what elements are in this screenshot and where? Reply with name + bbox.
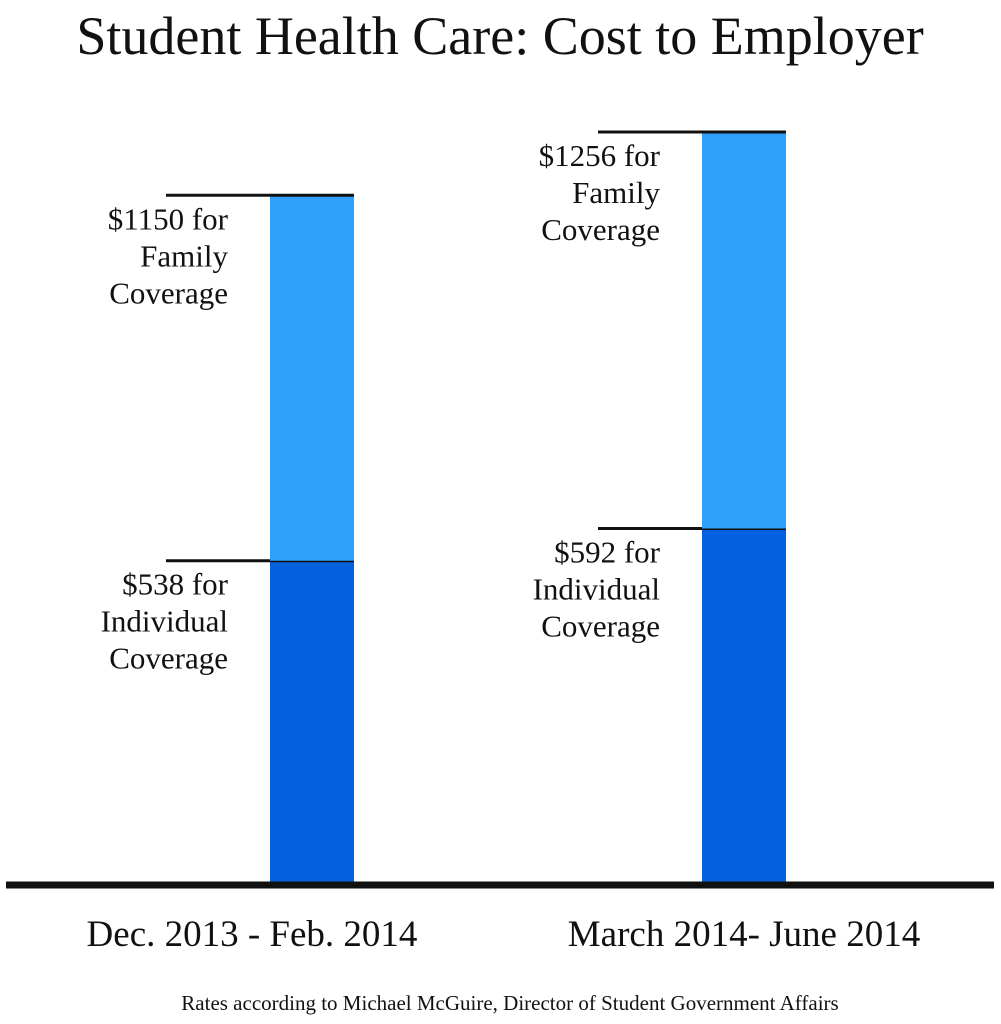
x-tick-label-0: Dec. 2013 - Feb. 2014	[86, 914, 418, 955]
data-label-0-1-1: Family	[140, 238, 228, 274]
bar-individual-1	[702, 528, 786, 882]
data-label-1-0-1: Individual	[532, 571, 660, 607]
footnote: Rates according to Michael McGuire, Director of Student Government Affairs	[181, 991, 839, 1015]
data-label-0-0-1: Individual	[100, 603, 228, 639]
chart-title: Student Health Care: Cost to Employer	[76, 6, 924, 66]
data-label-1-1-0: $1256 for	[538, 138, 660, 173]
data-label-0-0-2: Coverage	[109, 640, 228, 676]
x-tick-label-1: March 2014- June 2014	[567, 914, 921, 955]
data-label-0-1-2: Coverage	[109, 275, 228, 311]
bar-individual-0	[270, 561, 354, 882]
data-label-0-0-0: $538 for	[122, 566, 228, 602]
data-label-1-0-2: Coverage	[541, 608, 660, 644]
data-label-1-1-1: Family	[572, 175, 660, 210]
bar-family-0	[270, 195, 354, 560]
data-label-0-1-0: $1150 for	[107, 201, 228, 237]
plot-area	[101, 132, 786, 882]
bar-family-1	[702, 132, 786, 528]
data-label-1-0-0: $592 for	[554, 534, 660, 570]
data-label-1-1-2: Coverage	[541, 212, 660, 247]
